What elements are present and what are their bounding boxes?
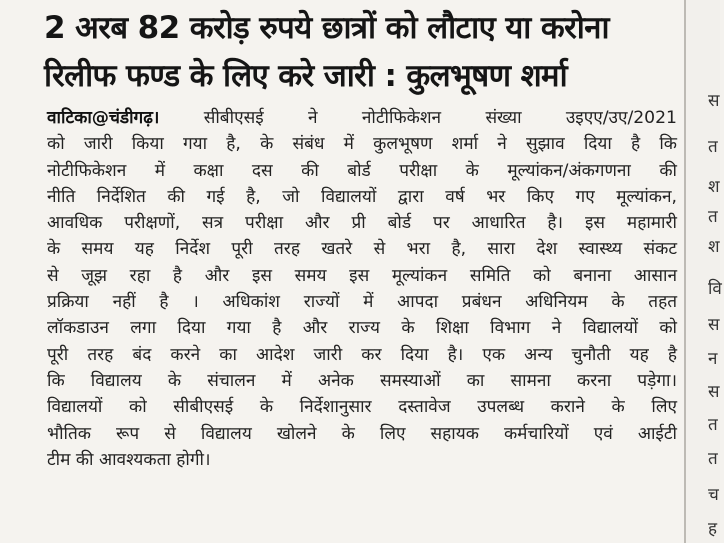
adjacent-glyph-fragment: स [708, 91, 720, 111]
body-line-10: पूरी तरह बंद करने का आदेश जारी कर दिया है। एक अन्य चुनौती यह है [47, 344, 677, 365]
dateline: वाटिका@चंडीगढ़। [47, 108, 160, 128]
body-line-11: कि विद्यालय के संचालन में अनेक समस्याओं का सामना करना पड़ेगा। [47, 370, 677, 391]
adjacent-glyph-fragment: त [708, 449, 718, 469]
adjacent-glyph-fragment: स [708, 382, 720, 402]
adjacent-glyph-fragment: वि [708, 279, 722, 299]
headline-line-2: रिलीफ फण्ड के लिए करे जारी : कुलभूषण शर्मा [44, 58, 568, 94]
body-line-12: विद्यालयों को सीबीएसई के निर्देशानुसार दस्तावेज उपलब्ध कराने के लिए [47, 397, 677, 418]
adjacent-glyph-fragment: त [708, 207, 718, 227]
body-line-1-text: सीबीएसई ने नोटीफिकेशन संख्या उइएए/उए/2021 [159, 108, 677, 128]
adjacent-glyph-fragment: च [708, 485, 719, 505]
adjacent-glyph-fragment: त [708, 415, 718, 435]
body-line-7: से जूझ रहा है और इस समय इस मूल्यांकन समिति को बनाना आसान [47, 265, 677, 286]
adjacent-glyph-fragment: श [708, 237, 720, 257]
body-line-5: आवधिक परीक्षणों, सत्र परीक्षा और प्री बोर्ड पर आधारित है। इस महामारी [47, 213, 677, 234]
body-line-13: भौतिक रूप से विद्यालय खोलने के लिए सहायक कर्मचारियों एवं आईटी [47, 423, 677, 444]
article-body [47, 105, 677, 473]
body-line-14: टीम की आवश्यकता होगी। [47, 449, 211, 470]
body-line-9: लॉकडाउन लगा दिया गया है और राज्य के शिक्षा विभाग ने विद्यालयों को [47, 318, 677, 339]
body-line-4: नीति निर्देशित की गई है, जो विद्यालयों द्वारा वर्ष भर किए गए मूल्यांकन, [47, 186, 677, 207]
body-line-3: नोटीफिकेशन में कक्षा दस की बोर्ड परीक्षा के मूल्यांकन/अंकगणना की [47, 160, 677, 181]
headline-line-1: 2 अरब 82 करोड़ रुपये छात्रों को लौटाए या करोना [44, 10, 609, 46]
adjacent-glyph-fragment: ह [708, 519, 718, 539]
adjacent-column-fragment [686, 0, 720, 543]
adjacent-glyph-fragment: श [708, 177, 720, 197]
adjacent-glyph-fragment: स [708, 315, 720, 335]
headline [44, 4, 678, 100]
adjacent-glyph-fragment: त [708, 137, 718, 157]
body-line-6: के समय यह निर्देश पूरी तरह खतरे से भरा है, सारा देश स्वास्थ्य संकट [47, 239, 677, 260]
body-line-1 [47, 105, 677, 131]
body-line-2: को जारी किया गया है, के संबंध में कुलभूषण शर्मा ने सुझाव दिया है कि [47, 134, 677, 155]
adjacent-glyph-fragment: न [708, 349, 718, 369]
body-line-8: प्रक्रिया नहीं है । अधिकांश राज्यों में आपदा प्रबंधन अधिनियम के तहत [47, 292, 677, 313]
